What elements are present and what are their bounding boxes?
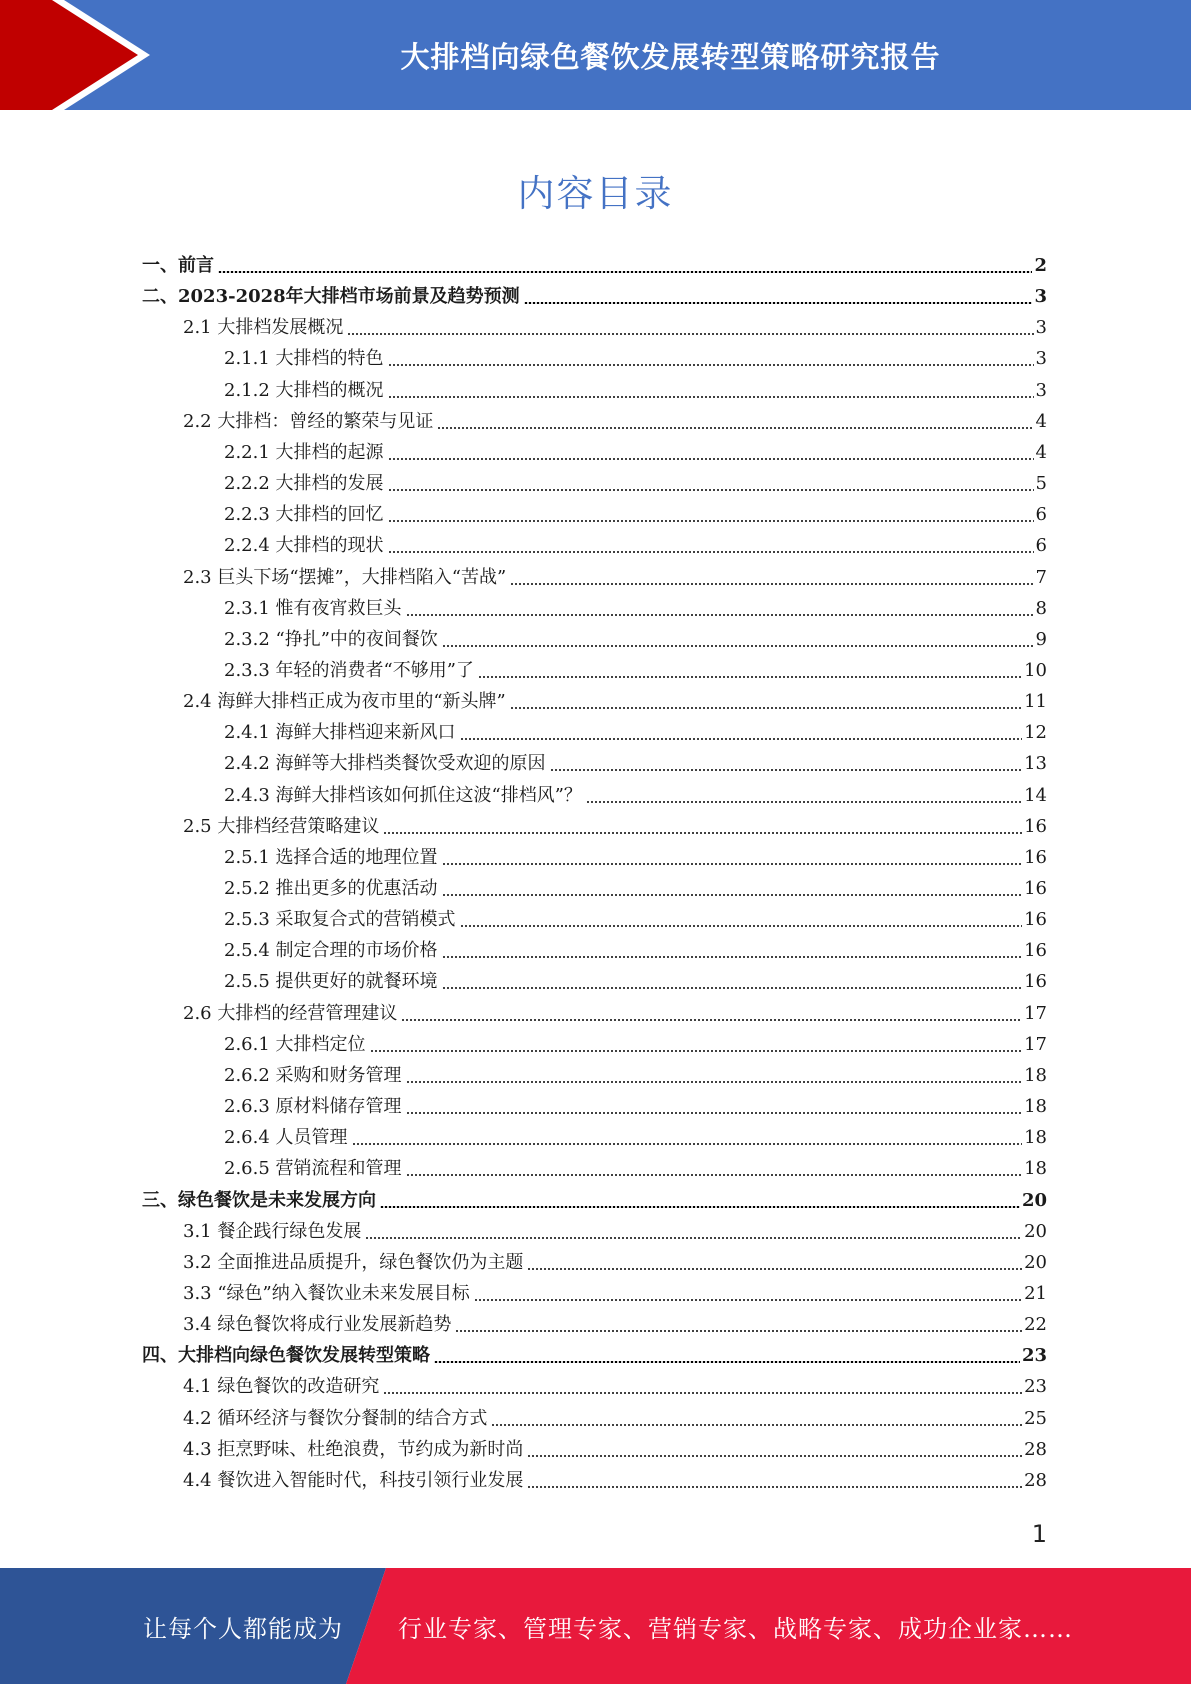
toc-dot-leader [406,1112,1023,1114]
toc-dot-leader [380,1206,1020,1208]
toc-entry[interactable] [224,441,1047,465]
toc-entry-page: 18 [1024,1127,1047,1149]
toc-entry[interactable] [142,1189,1047,1213]
toc-entry-page: 16 [1024,846,1047,868]
toc-dot-leader [550,769,1023,771]
toc-entry-page: 20 [1024,1251,1047,1273]
toc-entry-label: 二、2023-2028年大排档市场前景及趋势预测 [142,286,520,308]
toc-entry[interactable] [183,1220,1047,1244]
toc-entry-page: 13 [1024,753,1047,775]
toc-dot-leader [460,925,1023,927]
toc-entry[interactable] [224,1064,1047,1088]
toc-entry-label: 3.4 绿色餐饮将成行业发展新趋势 [183,1314,452,1336]
toc-entry-label: 2.5 大排档经营策略建议 [183,815,380,837]
toc-entry-page: 28 [1024,1469,1047,1491]
toc-entry-label: 4.1 绿色餐饮的改造研究 [183,1376,380,1398]
toc-entry[interactable] [224,379,1047,403]
toc-entry[interactable] [142,254,1047,278]
toc-entry-label: 2.2.1 大排档的起源 [224,441,384,463]
toc-entry[interactable] [183,1438,1047,1462]
toc-entry[interactable] [183,1282,1047,1306]
toc-dot-leader [474,1299,1022,1301]
toc-entry-label: 2.3.2 “挣扎”中的夜间餐饮 [224,628,438,650]
page-number: 1 [1031,1520,1047,1548]
toc-dot-leader [442,645,1034,647]
toc-entry[interactable] [183,1375,1047,1399]
toc-entry-label: 2.3 巨头下场“摆摊”，大排档陷入“苦战” [183,566,507,588]
toc-entry-label: 2.6.2 采购和财务管理 [224,1064,402,1086]
toc-dot-leader [478,676,1022,678]
toc-entry-page: 2 [1034,255,1047,276]
toc-entry-page: 17 [1024,1002,1047,1024]
toc-dot-leader [388,489,1034,491]
toc-entry-page: 20 [1021,1189,1047,1211]
toc-entry[interactable] [224,1033,1047,1057]
toc-entry[interactable] [224,597,1047,621]
toc-entry[interactable] [224,1095,1047,1119]
toc-entry[interactable] [224,1157,1047,1181]
toc-entry-label: 三、绿色餐饮是未来发展方向 [142,1189,376,1211]
toc-entry-page: 18 [1024,1064,1047,1086]
toc-entry[interactable] [183,566,1047,590]
toc-entry-label: 2.6.1 大排档定位 [224,1033,366,1055]
toc-entry-page: 25 [1024,1407,1047,1429]
toc-dot-leader [442,894,1023,896]
toc-entry-page: 16 [1024,909,1047,931]
toc-entry-page: 3 [1035,348,1047,370]
toc-entry[interactable] [224,347,1047,371]
toc-entry-page: 8 [1035,597,1047,619]
toc-entry[interactable] [224,721,1047,745]
toc-dot-leader [527,1268,1022,1270]
toc-entry[interactable] [224,970,1047,994]
toc-entry-page: 21 [1024,1282,1047,1304]
toc-dot-leader [347,333,1033,335]
toc-entry-label: 2.3.1 惟有夜宵救巨头 [224,597,402,619]
toc-entry-page: 9 [1035,628,1047,650]
toc-dot-leader [460,738,1023,740]
toc-entry-label: 2.2.3 大排档的回忆 [224,504,384,526]
toc-entry-label: 2.4 海鲜大排档正成为夜市里的“新头牌” [183,691,506,713]
toc-dot-leader [352,1143,1023,1145]
toc-entry-label: 2.2.2 大排档的发展 [224,473,384,495]
toc-dot-leader [510,707,1022,709]
toc-entry[interactable] [183,316,1047,340]
toc-entry-page: 23 [1021,1345,1047,1367]
toc-entry-page: 16 [1024,940,1047,962]
toc-dot-leader [383,1392,1022,1394]
toc-dot-leader [365,1237,1022,1239]
toc-entry[interactable] [224,908,1047,932]
toc-entry-label: 4.2 循环经济与餐饮分餐制的结合方式 [183,1407,488,1429]
toc-entry-label: 2.5.3 采取复合式的营销模式 [224,909,456,931]
toc-entry-label: 2.5.4 制定合理的市场价格 [224,940,438,962]
toc-entry-label: 2.5.5 提供更好的就餐环境 [224,971,438,993]
toc-entry-label: 2.1 大排档发展概况 [183,317,344,339]
toc-entry[interactable] [224,752,1047,776]
toc-entry-page: 18 [1024,1096,1047,1118]
toc-entry-label: 2.5.1 选择合适的地理位置 [224,846,438,868]
toc-dot-leader [442,956,1023,958]
toc-dot-leader [383,832,1022,834]
toc-entry[interactable] [224,846,1047,870]
toc-entry-page: 3 [1035,317,1047,339]
toc-entry[interactable] [224,472,1047,496]
toc-entry-page: 5 [1035,473,1047,495]
toc-entry-page: 16 [1024,971,1047,993]
toc-entry-label: 2.4.2 海鲜等大排档类餐饮受欢迎的原因 [224,753,546,775]
toc-entry[interactable] [142,1344,1047,1368]
toc-entry-label: 3.2 全面推进品质提升，绿色餐饮仍为主题 [183,1251,524,1273]
toc-dot-leader [406,1081,1023,1083]
toc-dot-leader [491,1424,1022,1426]
toc-entry-label: 2.1.2 大排档的概况 [224,379,384,401]
toc-entry-page: 4 [1035,441,1047,463]
toc-entry[interactable] [224,534,1047,558]
toc-entry-label: 4.3 拒烹野味、杜绝浪费，节约成为新时尚 [183,1438,524,1460]
toc-dot-leader [388,520,1034,522]
report-title: 大排档向绿色餐饮发展转型策略研究报告 [400,39,941,74]
toc-dot-leader [510,583,1033,585]
toc-entry-label: 2.2.4 大排档的现状 [224,535,384,557]
toc-entry[interactable] [183,690,1047,714]
toc-entry[interactable] [183,1469,1047,1493]
toc-entry[interactable] [183,1251,1047,1275]
toc-entry[interactable] [224,659,1047,683]
toc-dot-leader [406,614,1034,616]
toc-dot-leader [586,801,1022,803]
toc-entry-page: 16 [1024,878,1047,899]
toc-entry-label: 2.4.3 海鲜大排档该如何抓住这波“排档风”？ [224,784,582,806]
toc-dot-leader [527,1486,1022,1488]
toc-entry-label: 2.6.4 人员管理 [224,1127,348,1149]
toc-entry-page: 4 [1035,410,1047,432]
toc-entry[interactable] [183,1407,1047,1431]
toc-entry[interactable] [183,1313,1047,1337]
toc-dot-leader [388,364,1034,366]
toc-entry-page: 6 [1035,535,1047,557]
toc-entry-label: 2.6.5 营销流程和管理 [224,1158,402,1180]
toc-entry-page: 17 [1024,1033,1047,1055]
toc-entry[interactable] [224,877,1047,901]
toc-entry-page: 11 [1024,691,1047,713]
toc-dot-leader [406,1174,1023,1176]
toc-entry[interactable] [183,815,1047,839]
toc-entry-label: 2.3.3 年轻的消费者“不够用”了 [224,659,474,681]
toc-dot-leader [370,1050,1023,1052]
toc-entry[interactable] [224,939,1047,963]
toc-entry[interactable] [224,628,1047,652]
toc-entry[interactable] [142,285,1047,309]
toc-entry-page: 20 [1024,1220,1047,1242]
toc-entry[interactable] [224,1126,1047,1150]
toc-dot-leader [434,1361,1020,1363]
toc-entry-label: 2.6 大排档的经营管理建议 [183,1002,398,1024]
toc-entry-page: 28 [1024,1438,1047,1460]
toc-entry-label: 2.4.1 海鲜大排档迎来新风口 [224,722,456,744]
toc-entry-label: 3.3 “绿色”纳入餐饮业未来发展目标 [183,1282,470,1304]
toc-dot-leader [388,396,1034,398]
toc-entry-page: 18 [1024,1158,1047,1180]
toc-entry-label: 2.2 大排档：曾经的繁荣与见证 [183,410,434,432]
toc-entry[interactable] [183,410,1047,434]
toc-dot-leader [218,271,1032,273]
toc-entry-page: 22 [1024,1314,1047,1336]
toc-dot-leader [455,1330,1022,1332]
toc-entry[interactable] [224,784,1047,808]
toc-entry-page: 16 [1024,815,1047,837]
toc-entry-page: 14 [1024,784,1047,806]
toc-dot-leader [388,551,1034,553]
toc-entry-label: 2.1.1 大排档的特色 [224,348,384,370]
toc-entry-page: 3 [1034,286,1047,308]
toc-entry-label: 四、大排档向绿色餐饮发展转型策略 [142,1345,430,1367]
toc-entry-page: 7 [1035,566,1047,588]
footer-slogan-left: 让每个人都能成为 [143,1614,343,1643]
toc-entry-label: 4.4 餐饮进入智能时代，科技引领行业发展 [183,1469,524,1491]
toc-dot-leader [527,1455,1022,1457]
toc-entry-page: 12 [1024,722,1047,744]
toc-entry-page: 23 [1024,1376,1047,1398]
toc-dot-leader [442,987,1023,989]
toc-entry-label: 一、前言 [142,255,214,276]
toc-entry-label: 2.5.2 推出更多的优惠活动 [224,878,438,899]
toc-entry-page: 10 [1024,659,1047,681]
toc-dot-leader [401,1019,1022,1021]
toc-entry-page: 3 [1035,379,1047,401]
toc-dot-leader [388,458,1034,460]
toc-entry-label: 3.1 餐企践行绿色发展 [183,1220,362,1242]
page-footer [0,1568,1191,1684]
toc-dot-leader [442,863,1023,865]
footer-slogan-right: 行业专家、管理专家、营销专家、战略专家、成功企业家…… [398,1614,1073,1643]
page-header [0,0,1191,110]
toc-dot-leader [524,302,1033,304]
toc-entry[interactable] [183,1002,1047,1026]
toc-entry[interactable] [224,503,1047,527]
toc-dot-leader [437,427,1033,429]
toc-heading: 内容目录 [517,172,674,215]
toc-entry-page: 6 [1035,504,1047,526]
toc-entry-label: 2.6.3 原材料储存管理 [224,1096,402,1118]
